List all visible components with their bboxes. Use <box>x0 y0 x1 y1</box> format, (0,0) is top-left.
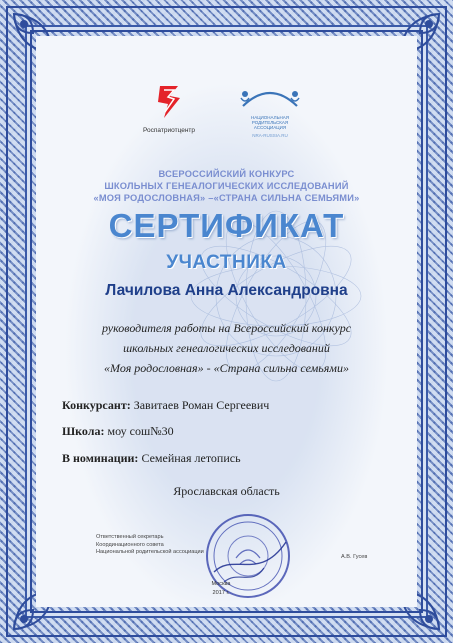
rospatriotcenter-name: Роспатриотцентр <box>142 127 196 134</box>
nra-emblem-icon <box>235 84 305 110</box>
nra-caption-line3: АССОЦИАЦИЯ <box>253 125 287 130</box>
contest-heading <box>40 168 413 204</box>
signatory-line3: Национальной родительской ассоциации <box>96 549 204 555</box>
recipient-role <box>60 318 393 378</box>
nra-logo <box>230 84 310 138</box>
nra-caption-line1: НАЦИОНАЛЬНАЯ <box>250 115 290 120</box>
contest-line3: «МОЯ РОДОСЛОВНАЯ» –«СТРАНА СИЛЬНА СЕМЬЯМИ» <box>93 193 360 203</box>
region-name: Ярославская область <box>173 484 280 498</box>
rospatriotcenter-emblem-icon <box>154 84 184 120</box>
school-label: Школа: <box>62 424 105 438</box>
nomination-value: Семейная летопись <box>141 451 241 465</box>
rospatriotcenter-logo <box>134 84 204 134</box>
nomination-label: В номинации: <box>62 451 139 465</box>
certificate-subtitle: УЧАСТНИКА <box>166 252 287 273</box>
contest-line1: ВСЕРОССИЙСКИЙ КОНКУРС <box>158 169 295 179</box>
certificate-title: СЕРТИФИКАТ <box>108 207 345 244</box>
nra-caption-line2: РОДИТЕЛЬСКАЯ <box>251 120 289 125</box>
recipient-name: Лачилова Анна Александровна <box>105 282 348 299</box>
contestant-field <box>62 398 269 413</box>
issue-year: 2017 г. <box>212 590 230 596</box>
role-line1: руководителя работы на Всероссийский конкурс <box>101 321 352 335</box>
signatory-line1: Ответственный секретарь <box>96 534 164 540</box>
signatory-name: А.В. Гусев <box>341 554 368 560</box>
contestant-value: Завитаев Роман Сергеевич <box>133 398 270 412</box>
school-field <box>62 424 174 439</box>
nomination-field <box>62 451 241 466</box>
signatory-line2: Координационного совета <box>96 541 164 548</box>
nra-website: NRA-RUSSIA.RU <box>252 133 288 138</box>
school-value: моу сош№30 <box>107 424 174 438</box>
signatory-title <box>96 534 204 557</box>
role-line3: «Моя родословная» - «Страна сильна семьями» <box>104 361 349 375</box>
contest-line2: ШКОЛЬНЫХ ГЕНЕАЛОГИЧЕСКИХ ИССЛЕДОВАНИЙ <box>104 181 349 191</box>
contestant-label: Конкурсант: <box>62 398 131 412</box>
issue-place: Москва <box>211 581 231 587</box>
role-line2: школьных генеалогических исследований <box>123 341 330 355</box>
